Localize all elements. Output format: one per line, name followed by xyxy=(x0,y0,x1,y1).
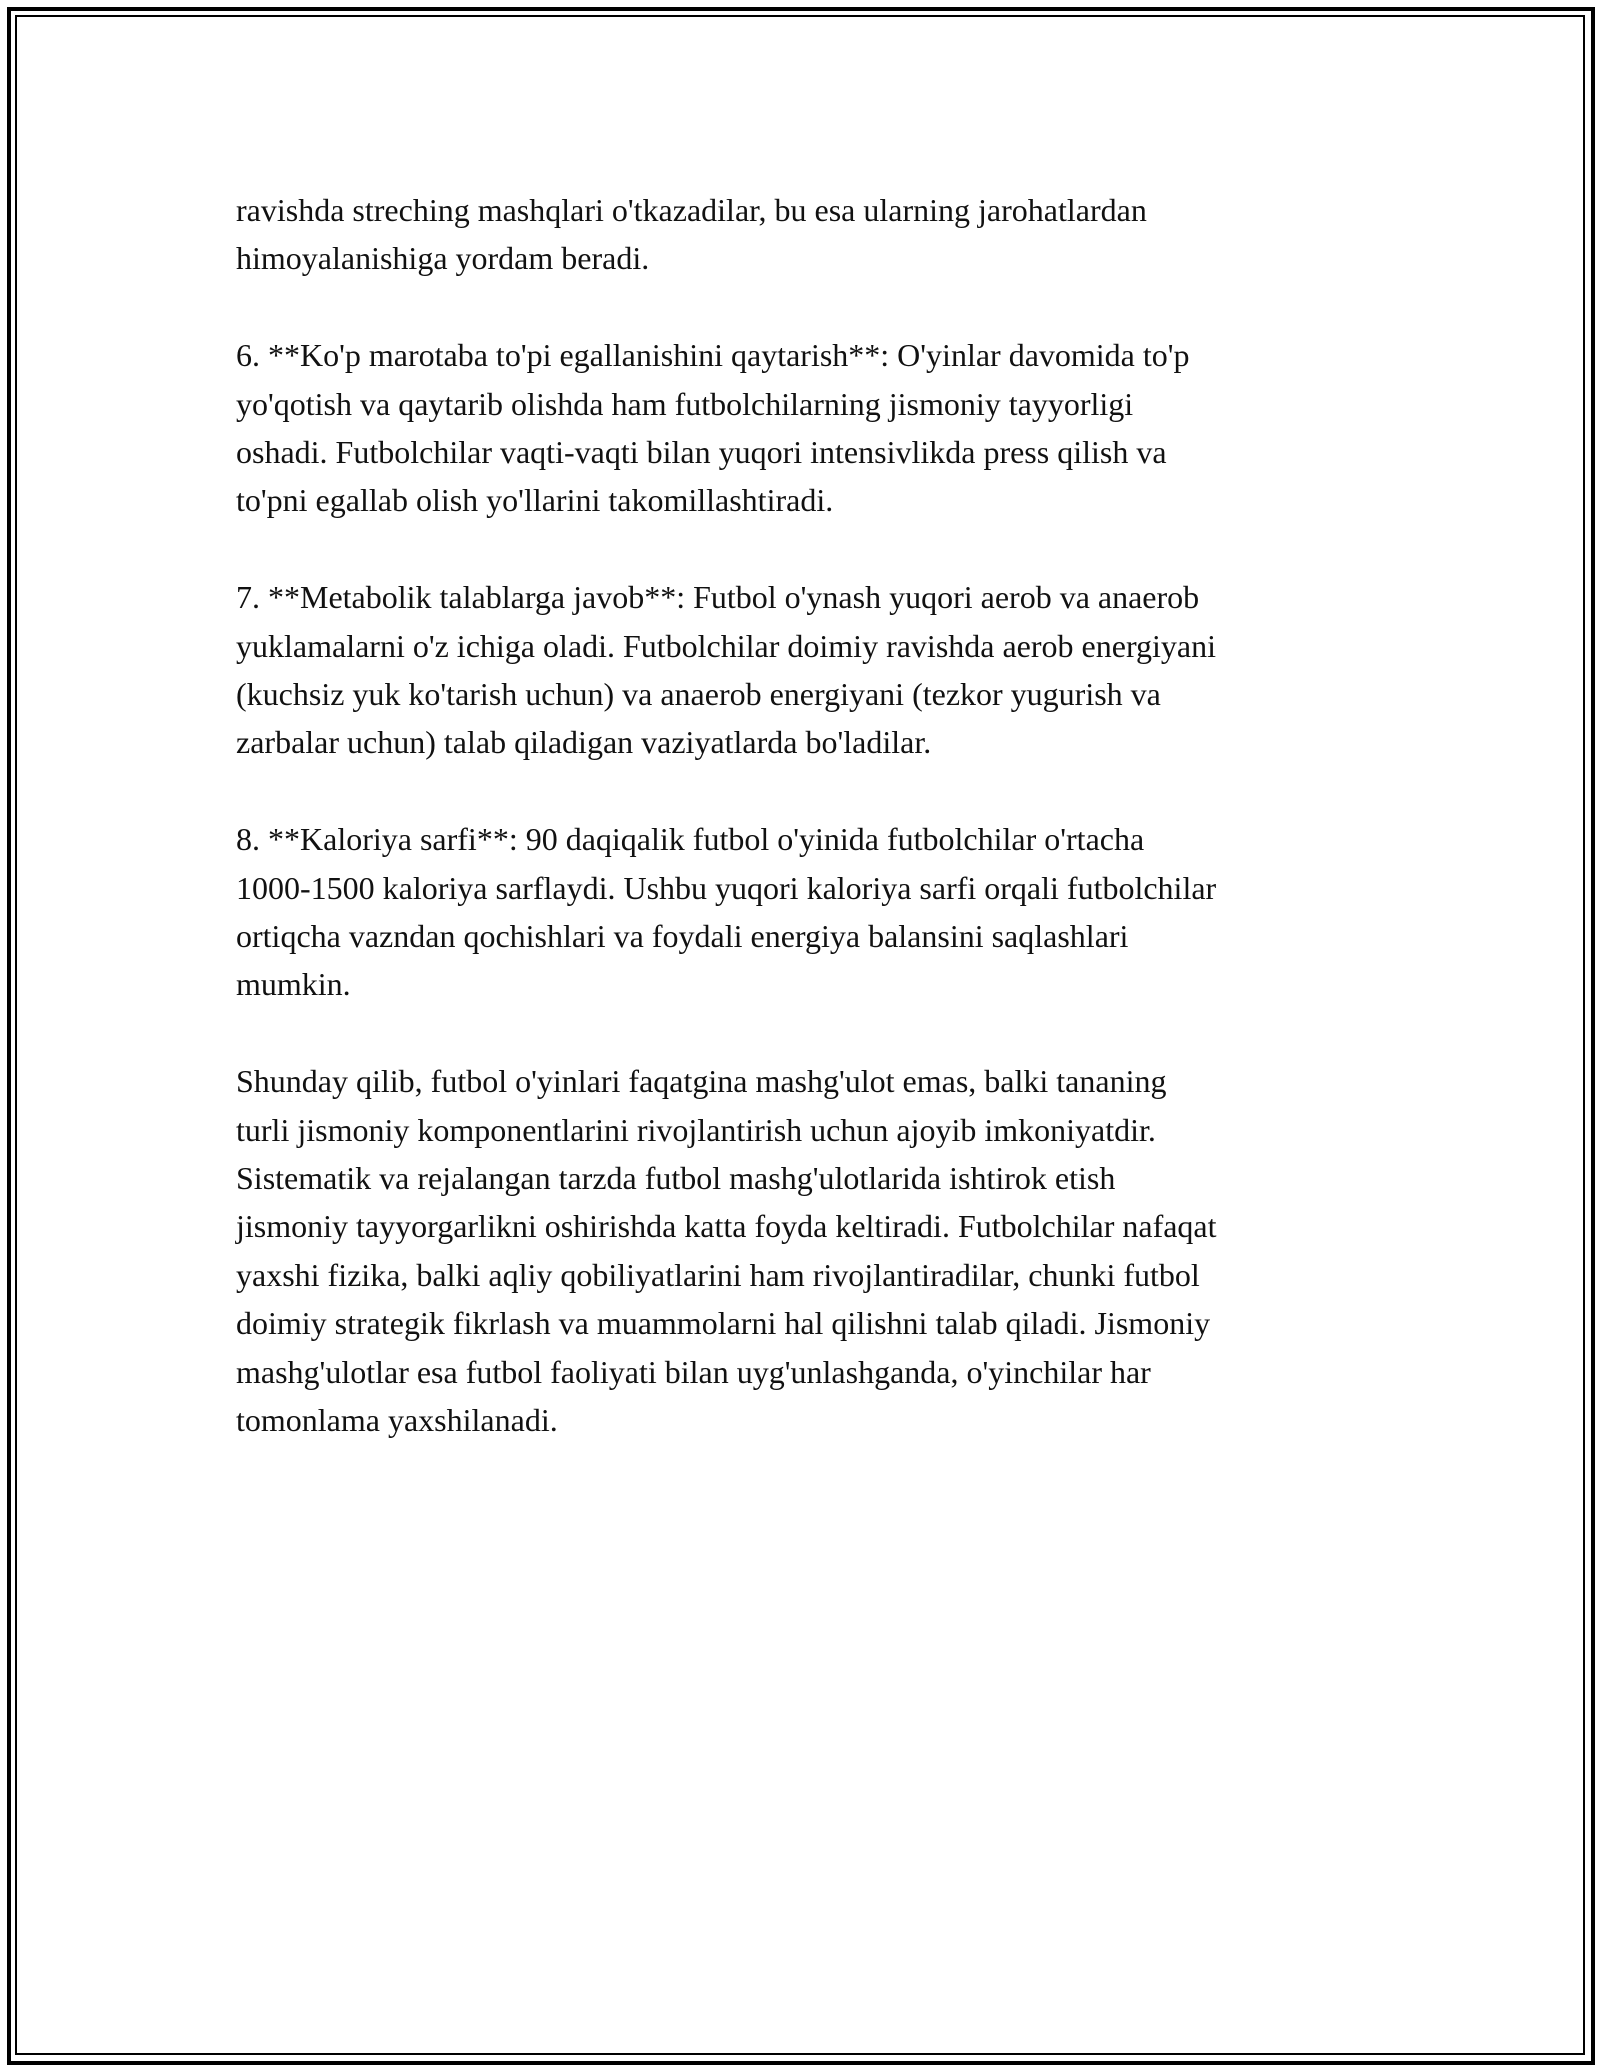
paragraph-continuation: ravishda streching mashqlari o'tkazadilar, bu esa ularning jarohatlardan himoyalanishiga yordam beradi. xyxy=(236,192,1147,277)
paragraph-item-7: 7. **Metabolik talablarga javob**: Futbol o'ynash yuqori aerob va anaerob yuklamalarni o'z ichiga oladi. Futbolchilar doimiy ravishda aerob energiyani (kuchsiz yuk ko'tarish uchun) va anaerob energiyani (tezkor yugurish va zarbalar uchun) talab qiladigan vaziyatlarda bo'ladilar. xyxy=(236,579,1216,761)
paragraph-conclusion: Shunday qilib, futbol o'yinlari faqatgina mashg'ulot emas, balki tananing turli jismoniy komponentlarini rivojlantirish uchun ajoyib imkoniyatdir. Sistematik va rejalangan tarzda futbol mashg'ulotlarida ishtirok etish jismoniy tayyorgarlikni oshirishda katta foyda keltiradi. Futbolchilar nafaqat yaxshi fizika, balki aqliy qobiliyatlarini ham rivojlantiradilar, chunki futbol doimiy strategik fikrlash va muammolarni hal qilishni talab qiladi. Jismoniy mashg'ulotlar esa futbol faoliyati bilan uyg'unlashganda, o'yinchilar har tomonlama yaxshilanadi. xyxy=(236,1063,1217,1439)
paragraph-item-8: 8. **Kaloriya sarfi**: 90 daqiqalik futbol o'yinida futbolchilar o'rtacha 1000-1500 kaloriya sarflaydi. Ushbu yuqori kaloriya sarfi orqali futbolchilar ortiqcha vazndan qochishlari va foydali energiya balansini saqlashlari mumkin. xyxy=(236,821,1217,1003)
document-body xyxy=(236,186,1366,1493)
paragraph-item-6: 6. **Ko'p marotaba to'pi egallanishini qaytarish**: O'yinlar davomida to'p yo'qotish va qaytarib olishda ham futbolchilarning jismoniy tayyorligi oshadi. Futbolchilar vaqti-vaqti bilan yuqori intensivlikda press qilish va to'pni egallab olish yo'llarini takomillashtiradi. xyxy=(236,337,1190,519)
